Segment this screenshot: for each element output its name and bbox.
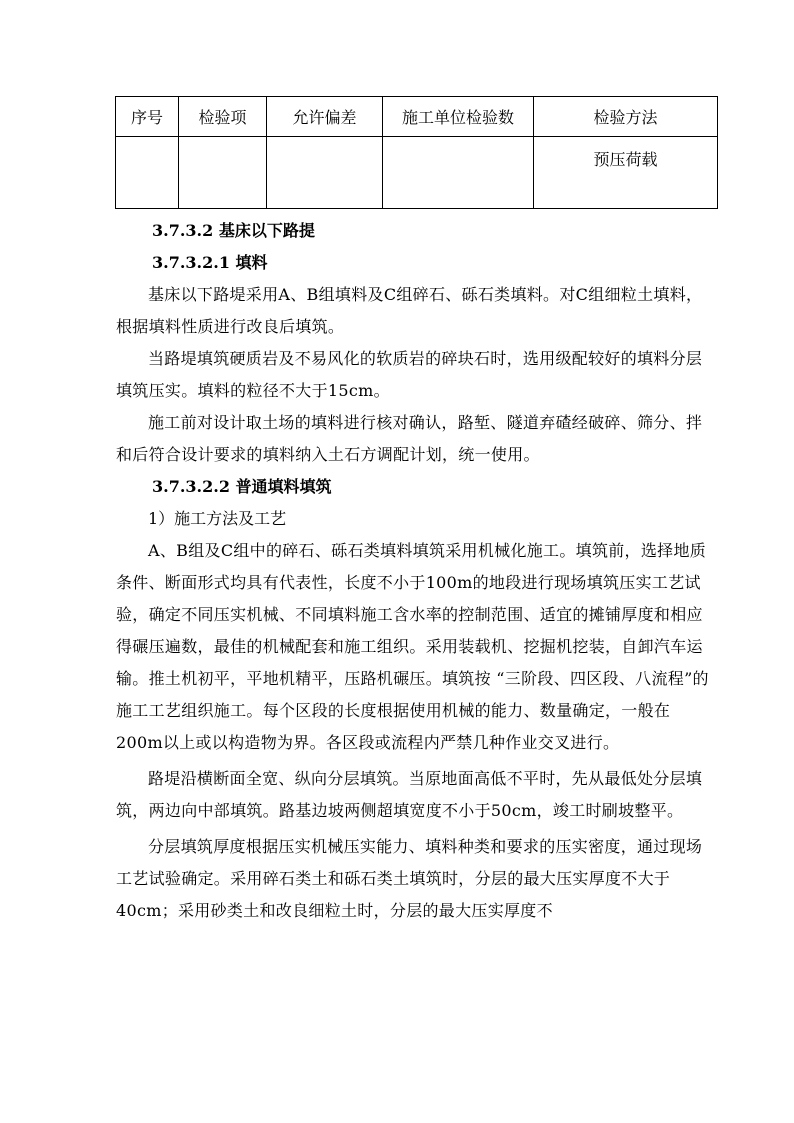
inspection-table — [115, 96, 718, 209]
paragraph: 分层填筑厚度根据压实机械压实能力、填料种类和要求的压实密度，通过现场工艺试验确定。采用碎石类土和砾石类土填筑时，分层的最大压实厚度不大于40cm；采用砂类土和改良细粒土时，分层的最大压实厚度不 — [116, 837, 703, 920]
paragraph: 施工前对设计取土场的填料进行核对确认，路堑、隧道弃碴经破碎、筛分、拌和后符合设计要求的填料纳入土石方调配计划，统一使用。 — [116, 413, 703, 464]
document-body — [116, 215, 716, 927]
paragraph: 路堤沿横断面全宽、纵向分层填筑。当原地面高低不平时，先从最低处分层填筑，两边向中部填筑。路基边坡两侧超填宽度不小于50cm，竣工时刷坡整平。 — [116, 769, 703, 820]
section-heading: 3.7.3.2 基床以下路提 — [152, 221, 315, 240]
table-cell-method: 预压荷载 — [534, 137, 718, 209]
subsection-heading: 3.7.3.2.2 普通填料填筑 — [152, 477, 332, 496]
paragraph: 基床以下路堤采用A、B组填料及C组碎石、砾石类填料。对C组细粒土填料，根据填料性质进行改良后填筑。 — [116, 285, 703, 336]
list-heading: 1）施工方法及工艺 — [148, 509, 287, 528]
table-cell — [179, 137, 267, 209]
subsection-heading: 3.7.3.2.1 填料 — [152, 253, 268, 272]
table-cell — [267, 137, 383, 209]
paragraph: 当路堤填筑硬质岩及不易风化的软质岩的碎块石时，选用级配较好的填料分层填筑压实。填料的粒径不大于15cm。 — [116, 349, 703, 400]
paragraph: A、B组及C组中的碎石、砾石类填料填筑采用机械化施工。填筑前，选择地质条件、断面形式均具有代表性，长度不小于100m的地段进行现场填筑压实工艺试验，确定不同压实机械、不同填料施工含水率的控制范围、适宜的摊铺厚度和相应得碾压遍数，最佳的机械配套和施工组织。采用装载机、挖掘机挖装，自卸汽车运输。推土机初平，平地机精平，压路机碾压。填筑按 “三阶段、四区段、八流程”的施工工艺组织施工。每个区段的长度根据使用机械的能力、数量确定，一般在200m以上或以构造物为界。各区段或流程内严禁几种作业交叉进行。 — [116, 541, 709, 752]
table-header-row — [116, 97, 718, 137]
table-row — [116, 137, 718, 209]
table-cell — [116, 137, 179, 209]
header-inspection-method: 检验方法 — [534, 97, 718, 137]
table-cell — [383, 137, 534, 209]
header-inspection-item: 检验项 — [179, 97, 267, 137]
header-serial-number: 序号 — [116, 97, 179, 137]
header-allowed-deviation: 允许偏差 — [267, 97, 383, 137]
header-contractor-inspection-count: 施工单位检验数 — [383, 97, 534, 137]
